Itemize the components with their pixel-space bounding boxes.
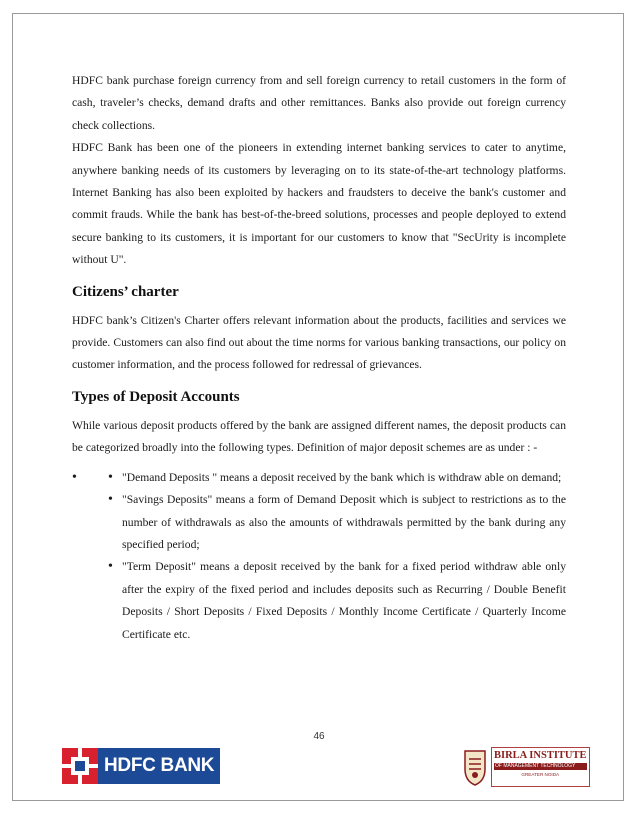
- outer-bullet-icon: •: [72, 469, 77, 485]
- bullet-icon: •: [108, 559, 113, 575]
- page-number: 46: [313, 731, 325, 742]
- demand-deposits-text: "Demand Deposits " means a deposit received by the bank which is withdraw able on demand;: [122, 470, 562, 484]
- list-item: [108, 467, 566, 489]
- heading-citizens-charter: Citizens’ charter: [72, 283, 179, 300]
- birla-institute-logo: [462, 743, 587, 791]
- birla-location: GREATER NOIDA: [521, 772, 560, 777]
- birla-name: BIRLA INSTITUTE: [494, 750, 587, 761]
- bullet-icon: •: [108, 492, 113, 508]
- birla-text-block: [491, 747, 590, 787]
- bullet-row: [72, 467, 566, 646]
- paragraph-foreign-currency: HDFC bank purchase foreign currency from and sell foreign currency to retail customers in the form of cash, traveler’s checks, demand drafts and other remittances. Banks also provide out foreign currency check collections.: [72, 74, 566, 132]
- list-item: [108, 489, 566, 556]
- hdfc-logo-icon: [62, 748, 98, 784]
- bullet-icon: •: [108, 469, 113, 485]
- birla-emblem-icon: [462, 747, 488, 787]
- heading-deposit-accounts: Types of Deposit Accounts: [72, 388, 240, 405]
- document-body: [72, 70, 566, 646]
- hdfc-logo-text: HDFC BANK: [98, 748, 220, 784]
- hdfc-bank-logo: [62, 745, 215, 787]
- term-deposit-text: "Term Deposit" means a deposit received by the bank for a fixed period withdraw able only after the expiry of the fixed period and includes deposits such as Recurring / Double Benefit Deposits / Short Deposits / Fixed Deposits / Monthly Income Certificate / Quarterly Income Certificate etc.: [122, 560, 566, 641]
- list-item: [108, 556, 566, 646]
- deposit-type-list: [72, 467, 566, 646]
- paragraph-internet-banking: HDFC Bank has been one of the pioneers in extending internet banking services to cater to anytime, anywhere banking needs of its customers by leveraging on to its state-of-the-art technology platforms. Internet Banking has also been exploited by hackers and fraudsters to deceive the bank's customer and commit frauds. While the bank has best-of-the-breed solutions, processes and people deployed to extend secure banking to its customers, it is important for our customers to know that "SecUrity is incomplete without U".: [72, 141, 566, 267]
- paragraph-deposit-accounts: While various deposit products offered by the bank are assigned different names, the deposit products can be categorized broadly into the following types. Definition of major deposit schemes are as under : -: [72, 418, 566, 455]
- savings-deposits-text: "Savings Deposits" means a form of Demand Deposit which is subject to restrictions as to the number of withdrawals as also the amounts of withdrawals permitted by the bank during any specified period;: [122, 493, 566, 551]
- birla-subtitle: OF MANAGEMENT TECHNOLOGY: [494, 763, 587, 770]
- paragraph-citizens-charter: HDFC bank’s Citizen's Charter offers relevant information about the products, facilities and services we provide. Customers can also find out about the time norms for various banking transactions, our policy on customer information, and the process followed for redressal of grievances.: [72, 313, 566, 372]
- inner-bullet-list: [108, 467, 566, 646]
